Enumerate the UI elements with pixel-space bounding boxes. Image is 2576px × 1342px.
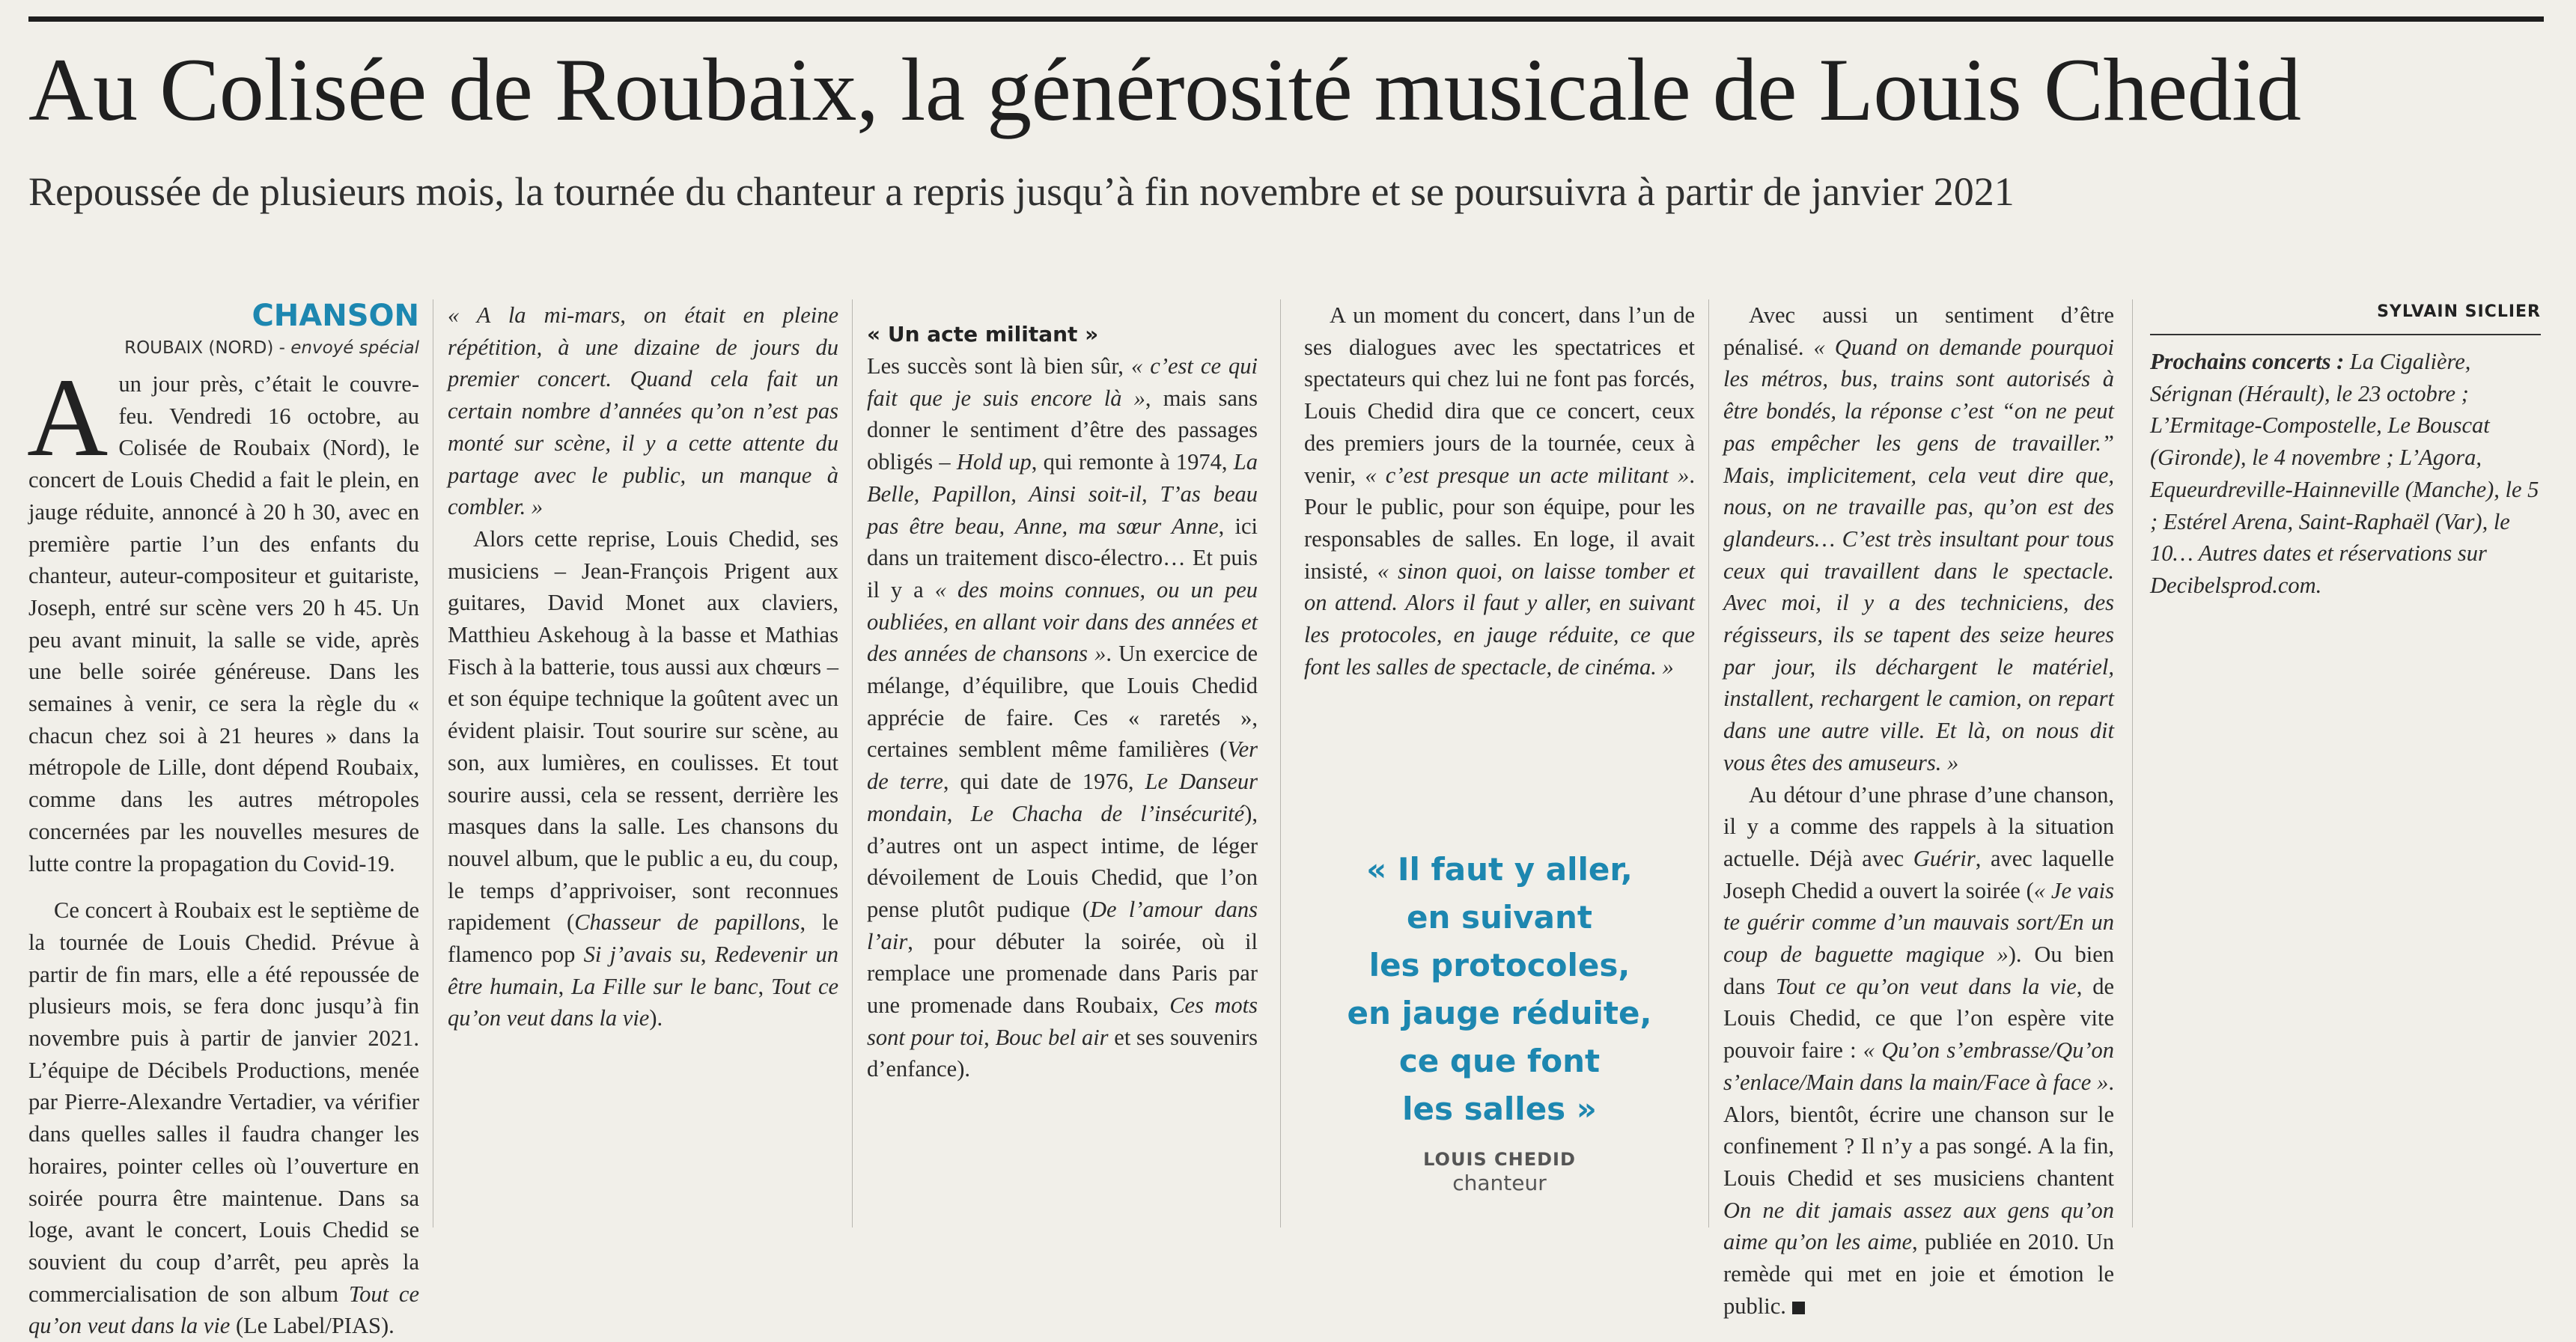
song-title: Tout ce qu’on veut dans la vie — [1775, 973, 2077, 999]
paragraph-4 — [448, 523, 838, 1034]
song-title: Ver de terre — [867, 736, 1258, 795]
quote: « Qu’on s’embrasse/Qu’on s’enlace/Main dans la main/Face à face » — [1723, 1037, 2115, 1095]
column-rule — [1708, 299, 1709, 1227]
dropcap: A — [27, 356, 109, 480]
end-mark-icon — [1792, 1302, 1805, 1314]
text: , de Louis Chedid, ce que l’on espère vite pouvoir faire : — [1723, 973, 2114, 1064]
song-title: Ces mots sont pour toi — [867, 992, 1258, 1050]
pull-quote-line: en suivant — [1406, 899, 1592, 936]
text: et ses souvenirs d’enfance). — [867, 1024, 1258, 1082]
article-column-1 — [27, 299, 420, 1339]
section-label: CHANSON — [252, 299, 419, 333]
author-signature: SYLVAIN SICLIER — [2377, 302, 2541, 321]
text: , qui remonte à 1974, — [1031, 449, 1234, 475]
text: ). Ou bien dans — [1723, 942, 2114, 999]
text: , avec laquelle Joseph Chedid a ouvert la soirée ( — [1723, 845, 2114, 903]
concerts-text: La Cigalière, Sérignan (Hérault), le 23 octobre ; L’Ermitage-Compostelle, Le Bouscat (Gironde), le 4 novembre ; L’Agora, Equeurdreville-Hainneville (Manche), le 5 ; Estérel Arena, Saint-Raphaël (Var), le 10… Autres dates et réservations sur Decibelsprod.com. — [2150, 349, 2539, 598]
pull-quote-text — [1304, 846, 1695, 1133]
song-title: La Belle, Papillon, Ainsi soit-il, T’as beau pas être beau, Anne, ma sœur Anne — [867, 449, 1258, 539]
text: . Pour le public, pour son équipe, pour les responsables de salles. En loge, il avait insisté, — [1304, 462, 1696, 584]
song-title: Le Danseur mondain — [867, 769, 1258, 826]
article-column-3 — [867, 299, 1258, 1227]
pull-quote — [1304, 846, 1695, 1196]
song-title: Le Chacha de l’insécurité — [970, 800, 1245, 826]
text: Au détour d’une phrase d’une chanson, il y a comme des rappels à la situation actuelle. Déjà avec — [1723, 781, 2114, 871]
quote: « des moins connues, ou un peu oubliées, en allant voir dans des années et des années de chansons » — [867, 576, 1258, 667]
text: A un moment du concert, dans l’un de ses dialogues avec les spectatrices et spectateurs qui chez lui ne font pas forcés, Louis Chedid dira que ce concert, ceux des premiers jours de la tournée, ceux à venir, — [1304, 302, 1695, 488]
song-title: De l’amour dans l’air — [867, 896, 1258, 954]
column-rule — [2132, 299, 2133, 1227]
article-column-5 — [1723, 299, 2115, 1319]
pull-quote-line: en jauge réduite, — [1347, 995, 1652, 1031]
concerts-rule — [2150, 334, 2541, 335]
text: , — [946, 800, 971, 826]
paragraph-1 — [27, 356, 419, 879]
quote-rehearsal: « A la mi-mars, on était en pleine répétition, à une dizaine de jours du premier concert. Quand cela fait un certain nombre d’années qu’on n’est pas monté sur scène, il y a cette attente du partage avec le public, un manque à combler. » — [448, 302, 838, 520]
article-column-4 — [1304, 299, 1695, 763]
song-title: Redevenir un être humain — [448, 942, 839, 999]
paragraph-4-text: Alors cette reprise, Louis Chedid, ses musiciens – Jean-François Prigent aux guitares, David Monet aux claviers, Matthieu Askehoug à la basse et Mathias Fisch à la batterie, tous aussi aux chœurs – et son équipe technique la goûtent avec un évident plaisir. Tout sourire sur scène, au son, aux lumières, en coulisses. Et tout sourire aussi, cela se ressent, derrière les masques dans la salle. Les chansons du nouvel album, que le public a eu, du coup, le temps d’apprivoiser, sont reconnues rapidement ( — [448, 525, 838, 936]
text: , — [758, 973, 771, 999]
text: , publiée en 2010. Un remède qui met en joie et émotion le public. — [1723, 1229, 2114, 1319]
quote: « Quand on demande pourquoi les métros, bus, trains sont autorisés à être bondés, la réponse c’est “on ne peut pas empêcher les gens de travailler.” Mais, implicitement, cela veut dire que, nous, on ne travaille pas, qu’on est des glandeurs… C’est très insultant pour tous ceux qui travaillent dans le spectacle. Avec moi, il y a des techniciens, des régisseurs, ils se tapent des seize heures par jour, ils déchargent le matériel, installent, rechargent le camion, on repart dans une autre ville. Et là, on nous dit vous êtes des amuseurs. » — [1723, 334, 2114, 775]
paragraph-8 — [1723, 779, 2114, 1323]
quote: « c’est ce qui fait que je suis encore là » — [867, 353, 1258, 411]
text: ), d’autres ont un aspect intime, de léger dévoilement de Louis Chedid, que l’on pense plutôt pudique ( — [867, 800, 1258, 922]
song-title: Bouc bel air — [995, 1024, 1109, 1050]
quote: « Je vais te guérir comme d’un mauvais sort/En un coup de baguette magique » — [1723, 877, 2114, 968]
text: , pour débuter la soirée, où il remplace une promenade dans Paris par une promenade dans Roubaix, — [867, 928, 1258, 1019]
paragraph-1-text: un jour près, c’était le couvre-feu. Vendredi 16 octobre, au Colisée de Roubaix (Nord), le concert de Louis Chedid a fait le plein, en jauge réduite, annoncé à 20 h 30, avec en première partie l’un des enfants du chanteur, auteur-compositeur et guitariste, Joseph, entré sur scène vers 20 h 45. Un peu avant minuit, la salle se vide, après une belle soirée généreuse. Dans les semaines à venir, ce sera la règle du « chacun chez soi à 21 heures » dans la métropole de Lille, dont dépend Roubaix, comme dans les autres métropoles concernées par les nouvelles mesures de lutte contre la propagation du Covid-19. — [28, 371, 419, 876]
text: , qui date de 1976, — [943, 769, 1145, 795]
song-title: On ne dit jamais assez aux gens qu’on aime qu’on les aime — [1723, 1197, 2114, 1255]
song-title: Hold up — [956, 449, 1032, 475]
text: , ici dans un traitement disco-électro… Et puis il y a — [867, 513, 1258, 603]
paragraph-2 — [28, 894, 419, 1342]
article-column-6 — [2150, 299, 2541, 1227]
top-rule — [28, 16, 2544, 22]
paragraph-3 — [448, 299, 838, 523]
paragraph-7 — [1723, 299, 2114, 779]
pull-quote-author: LOUIS CHEDID — [1423, 1149, 1576, 1170]
song-title: La Fille sur le banc — [571, 973, 758, 999]
article-column-2 — [448, 299, 838, 1227]
quote: « sinon quoi, on laisse tomber et on attend. Alors il faut y aller, en suivant les protocoles, en jauge réduite, ce que font les salles de spectacle, de cinéma. » — [1304, 558, 1695, 680]
dateline-role: envoyé spécial — [290, 338, 419, 358]
column-rule — [1280, 299, 1281, 1227]
subhead: Repoussée de plusieurs mois, la tournée du chanteur a repris jusqu’à fin novembre et se poursuivra à partir de janvier 2021 — [28, 169, 2015, 214]
upcoming-concerts — [2150, 346, 2541, 602]
paragraph-5 — [867, 350, 1258, 1085]
album-title: Tout ce qu’on veut dans la vie — [28, 1281, 420, 1339]
text: ). — [649, 1005, 663, 1031]
paragraph-2-label: (Le Label/PIAS). — [230, 1313, 395, 1339]
intertitle: « Un acte militant » — [867, 322, 1099, 347]
text: , mais sans donner le sentiment d’être des passages obligés – — [867, 385, 1258, 475]
pull-quote-line: les protocoles, — [1368, 947, 1630, 983]
text: Avec aussi un sentiment d’être pénalisé. — [1723, 302, 2114, 360]
text: , le flamenco pop — [448, 909, 838, 968]
column-rule — [852, 299, 853, 1227]
song-title: Tout ce qu’on veut dans la vie — [448, 973, 839, 1031]
pull-quote-line: les salles » — [1402, 1091, 1597, 1127]
quote: « c’est presque un acte militant » — [1365, 462, 1690, 488]
headline: Au Colisée de Roubaix, la générosité musicale de Louis Chedid — [28, 40, 2301, 139]
text: , — [558, 973, 572, 999]
song-title: Chasseur de papillons — [574, 909, 800, 936]
song-title: Guérir — [1913, 845, 1976, 871]
text: Les succès sont là bien sûr, — [867, 353, 1131, 379]
text: , — [700, 942, 715, 968]
pull-quote-line: « Il faut y aller, — [1366, 851, 1633, 888]
pull-quote-line: ce que font — [1398, 1043, 1601, 1079]
concerts-lead: Prochains concerts : — [2150, 349, 2345, 374]
text: . Un exercice de mélange, d’équilibre, que Louis Chedid apprécie de faire. Ces « raretés », certaines semblent même familières ( — [867, 641, 1258, 763]
dateline-place: ROUBAIX (NORD) - — [124, 338, 285, 358]
text: . Alors, bientôt, écrire une chanson sur le confinement ? Il n’y a pas songé. A la fin, Louis Chedid et ses musiciens chantent — [1723, 1069, 2114, 1191]
pull-quote-role: chanteur — [1452, 1171, 1547, 1195]
song-title: Si j’avais su — [583, 942, 701, 968]
text: , — [984, 1024, 996, 1050]
paragraph-6 — [1304, 299, 1695, 683]
paragraph-2-text: Ce concert à Roubaix est le septième de la tournée de Louis Chedid. Prévue à partir de fin mars, elle a été repoussée de plusieurs mois, se fera donc jusqu’à fin novembre puis à partir de janvier 2021. L’équipe de Décibels Productions, menée par Pierre-Alexandre Vertadier, va vérifier dans quelles salles il faudra changer les horaires, pointer celles où l’ouverture en soirée pourra être maintenue. Dans sa loge, avant le concert, Louis Chedid se souvient du coup d’arrêt, peu après la commercialisation de son album — [28, 897, 419, 1307]
